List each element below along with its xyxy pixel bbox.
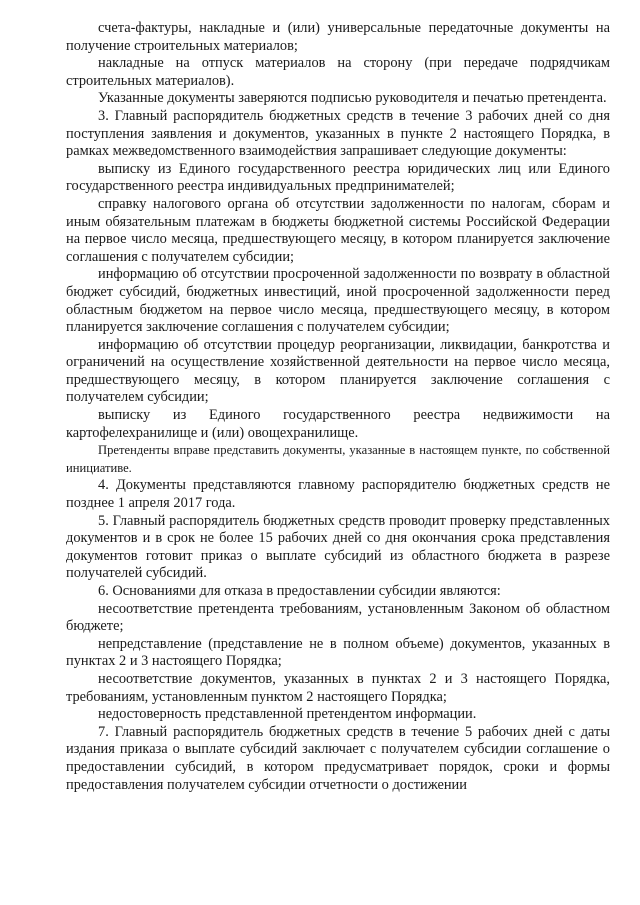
paragraph-item-5: 5. Главный распорядитель бюджетных средств проводит проверку представленных документов и в срок не более 15 рабочих дней со дня окончания срока представления документов готовит приказ о выплате субсидий из областного бюджета в разрезе получателей субсидий. (66, 512, 610, 582)
paragraph-invoices: счета-фактуры, накладные и (или) универсальные передаточные документы на получение строительных материалов; (66, 20, 610, 54)
paragraph-item-7: 7. Главный распорядитель бюджетных средств в течение 5 рабочих дней с даты издания приказа о выплате субсидий заключает с получателем субсидии соглашение о предоставлении субсидий, в котором предусматривает порядок, сроки и формы предоставления получателем субсидии отчетности о достижении (66, 723, 610, 793)
paragraph-own-initiative: Претенденты вправе представить документы, указанные в настоящем пункте, по собственной инициативе. (66, 443, 610, 475)
paragraph-item-6: 6. Основаниями для отказа в предоставлении субсидии являются: (98, 583, 501, 599)
paragraph-item-4: 4. Документы представляются главному распорядителю бюджетных средств не позднее 1 апреля 2017 года. (66, 477, 610, 512)
paragraph-item-3: 3. Главный распорядитель бюджетных средств в течение 3 рабочих дней со дня поступления заявления и документов, указанных в пункте 2 настоящего Порядка, в рамках межведомственного взаимодействия запрашивает следующие документы: (66, 107, 610, 160)
paragraph-debt-info: информацию об отсутствии просроченной задолженности по возврату в областной бюджет субсидий, бюджетных инвестиций, иной просроченной задолженности перед областным бюджетом на первое число месяца, предшествующего месяцу, в котором планируется заключение соглашения с получателем субсидии; (66, 266, 610, 336)
paragraph-real-estate-extract: выписку из Единого государственного реестра недвижимости на картофелехранилище и (или) овощехранилище. (66, 407, 610, 441)
paragraph-tax-certificate: справку налогового органа об отсутствии задолженности по налогам, сборам и иным обязательным платежам в бюджеты бюджетной системы Российской Федерации на первое число месяца, предшествующего месяцу, в котором планируется заключение соглашения с получателем субсидии; (66, 195, 610, 265)
paragraph-refusal-noncompliance: несоответствие документов, указанных в пунктах 2 и 3 настоящего Порядка, требованиям, установленным пунктом 2 настоящего Порядка; (66, 670, 610, 705)
paragraph-certification: Указанные документы заверяются подписью руководителя и печатью претендента. (98, 90, 607, 107)
paragraph-registry-extract: выписку из Единого государственного реестра юридических лиц или Единого государственного реестра индивидуальных предпринимателей; (66, 160, 610, 195)
paragraph-refusal-falsity: недостоверность представленной претендентом информации. (98, 706, 477, 723)
paragraph-refusal-nonsubmission: непредставление (представление не в полном объеме) документов, указанных в пунктах 2 и 3 настоящего Порядка; (66, 635, 610, 670)
paragraph-reorganization-info: информацию об отсутствии процедур реорганизации, ликвидации, банкротства и ограничений на осуществление хозяйственной деятельности на первое число месяца, предшествующего месяцу, в котором планируется заключение соглашения с получателем субсидии; (66, 336, 610, 406)
paragraph-waybills: накладные на отпуск материалов на сторону (при передаче подрядчикам строительных материалов). (66, 55, 610, 89)
paragraph-refusal-requirements: несоответствие претендента требованиям, установленным Законом об областном бюджете; (66, 600, 610, 635)
